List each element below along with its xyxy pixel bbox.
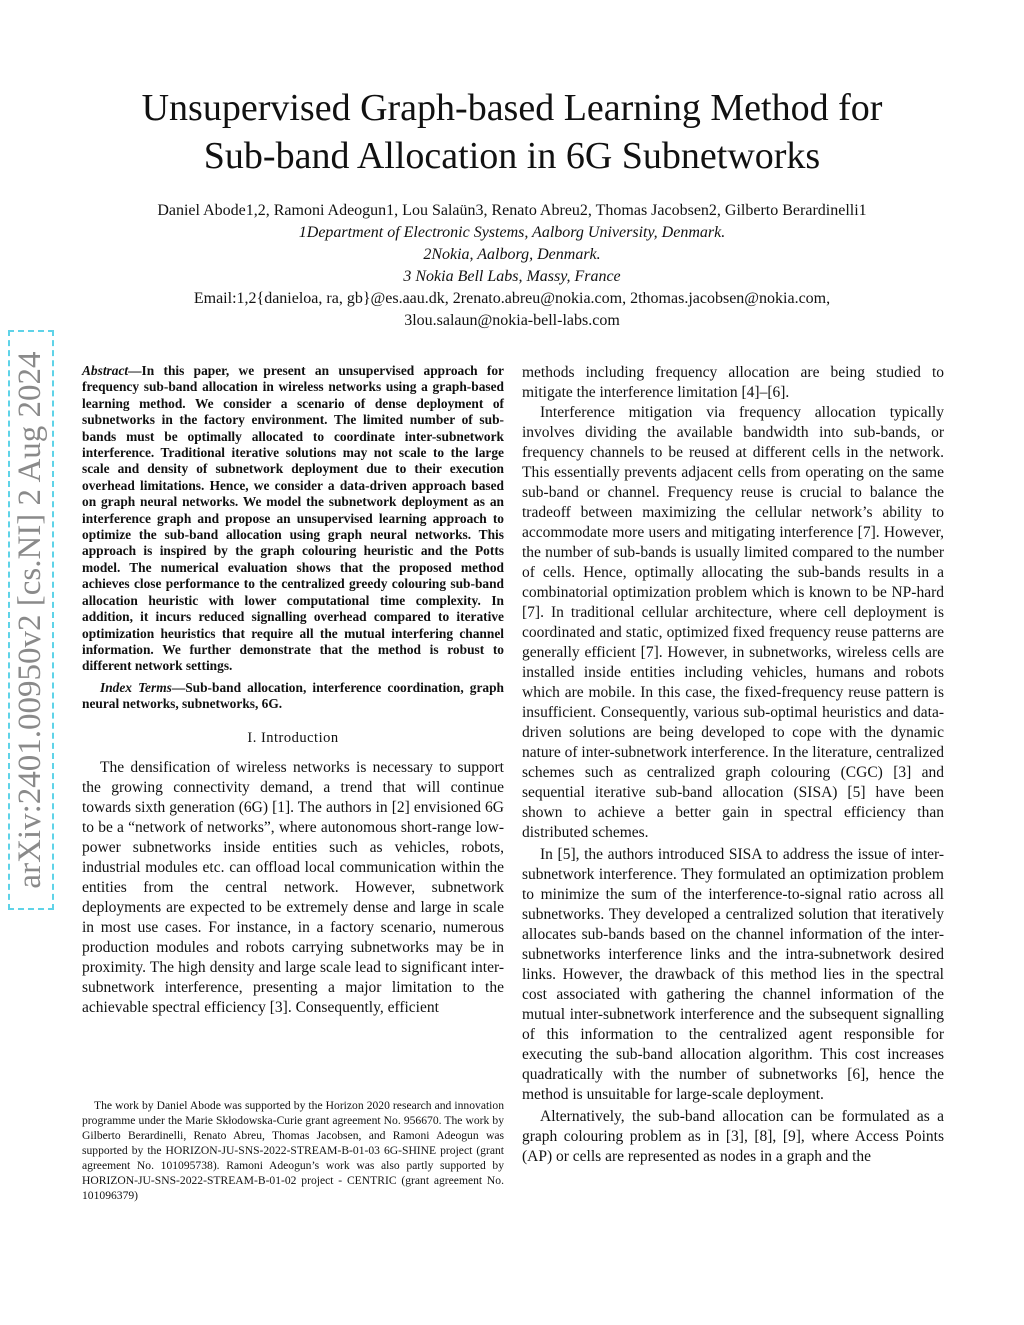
right-paragraph-2: In [5], the authors introduced SISA to address the issue of inter-subnetwork interference. They formulated an optimization problem to minimize the sum of the interference-to-signal ratio across all subnetworks. They developed a centralized solution that iteratively allocates sub-bands based on the channel information of the inter-subnetworks interference links and the intra-subnetwork desired links. However, the drawback of this method lies in the spectral cost associated with gathering the channel information of the mutual inter-subnetwork interference and the subsequent signalling of this information to the centralized agent responsible for executing the sub-band allocation algorithm. This cost increases quadratically with the number of subnetworks [6], hence the method is unsuitable for large-scale deployment. (522, 846, 944, 1103)
footnote-text: The work by Daniel Abode was supported by the Horizon 2020 research and innovation programme under the Marie Skłodowska-Curie grant agreement No. 956670. The work by Gilberto Berardinelli, Renato Abreu, Thomas Jacobsen, and Ramoni Adeogun was supported by the HORIZON-JU-SNS-2022-STREAM-B-01-03 6G-SHINE project (grant agreement No. 101095738). Ramoni Adeogun’s work was also partly supported by HORIZON-JU-SNS-2022-STREAM-B-01-02 project - CENTRIC (grant agreement No. 101096379) (82, 1099, 504, 1202)
abstract (82, 363, 504, 675)
email-line-1: Email:1,2{danieloa, ra, gb}@es.aau.dk, 2renato.abreu@nokia.com, 2thomas.jacobsen@nokia.com, (193, 290, 831, 307)
section-heading-introduction: I. Introduction (247, 729, 339, 746)
intro-paragraph-1: The densification of wireless networks is necessary to support the growing connectivity demand, a trend that will continue towards sixth generation (6G) [1]. The authors in [2] envisioned 6G to be a “network of networks”, where autonomous short-range low-power subnetworks inside entities such as vehicles, robots, industrial modules etc. can offload local communication within the entities from the central network. However, subnetwork deployments are expected to be extremely dense and large in scale in most use cases. For instance, in a factory scenario, numerous production modules and robots carrying subnetworks may be in proximity. The high density and large scale lead to significant inter-subnetwork interference, presenting a major limitation to the achievable spectral efficiency [3]. Consequently, efficient (82, 758, 504, 1016)
arxiv-identifier-stamp[interactable]: arXiv:2401.00950v2 [cs.NI] 2 Aug 2024 (8, 330, 54, 910)
affiliation-3: 3 Nokia Bell Labs, Massy, France (403, 268, 621, 285)
affiliation-1: 1Department of Electronic Systems, Aalborg University, Denmark. (298, 224, 726, 241)
title-line-1: Unsupervised Graph-based Learning Method for (141, 87, 883, 129)
title-line-2: Sub-band Allocation in 6G Subnetworks (203, 135, 821, 177)
abstract-text: —In this paper, we present an unsupervised approach for frequency sub-band allocation in wireless networks using a graph-based learning method. We consider a scenario of dense deployment of subnetworks in the factory environment. The limited number of sub-bands must be optimally allocated to coordinate inter-subnetwork interference. Traditional iterative solutions may not scale to the large scale and density of subnetwork deployment due to their execution overhead limitations. Hence, we consider a data-driven approach based on graph neural networks. We model the subnetwork deployment as an interference graph and propose an unsupervised learning approach to optimize the sub-band allocation using graph neural networks. This approach is inspired by the graph colouring heuristic and the Potts model. The numerical evaluation shows that the proposed method achieves close performance to the centralized greedy colouring sub-band allocation heuristic with lower computational time complexity. In addition, it incurs reduced signalling overhead compared to iterative optimization heuristics that require all the mutual interfering channel information. We further demonstrate that the method is robust to different network settings. (82, 363, 504, 674)
right-paragraph-3: Alternatively, the sub-band allocation can be formulated as a graph colouring problem as in [3], [8], [9], where Access Points (AP) or cells are represented as nodes in a graph and the (522, 1108, 944, 1165)
funding-footnote (82, 1098, 504, 1203)
abstract-label: Abstract (82, 363, 129, 378)
index-terms-label: Index Terms (100, 679, 172, 695)
author-block (40, 200, 984, 332)
email-line-2: 3lou.salaun@nokia-bell-labs.com (404, 312, 620, 329)
right-paragraph-0: methods including frequency allocation are being studied to mitigate the interference limitation [4]–[6]. (522, 364, 944, 401)
authors-line: Daniel Abode1,2, Ramoni Adeogun1, Lou Salaün3, Renato Abreu2, Thomas Jacobsen2, Gilberto Berardinelli1 (157, 202, 867, 219)
left-column (82, 363, 504, 1018)
index-terms-text: —Sub-band allocation, interference coordination, graph neural networks, subnetworks, 6G. (82, 679, 504, 712)
affiliation-2: 2Nokia, Aalborg, Denmark. (423, 246, 601, 263)
index-terms (82, 680, 504, 713)
right-paragraph-1: Interference mitigation via frequency allocation typically involves dividing the available bandwidth into sub-bands, or frequency channels to be reused at different cells in the network. This essentially prevents adjacent cells from operating on the same sub-band or channel. Frequency reuse is crucial to balance the tradeoff between maximizing the cellular network’s ability to accommodate more users and mitigating interference [7]. However, the number of sub-bands is usually limited compared to the number of cells. Hence, optimally allocating the sub-bands results in a combinatorial optimization problem which is known to be NP-hard [7]. In traditional cellular architecture, where cell deployment is coordinated and static, optimized fixed frequency reuse patterns are generally efficient [7]. However, in subnetworks, wireless cells are installed inside entities including vehicles, humans and robots which are mobile. In this case, the fixed-frequency reuse pattern is insufficient. Consequently, various sub-optimal heuristics and data-driven solutions are being developed to cope with the dynamic nature of inter-subnetwork interference. In the literature, centralized schemes such as centralized graph colouring (CGC) [3] and sequential iterative sub-band allocation (SISA) [5] have been shown to achieve a better gain in spectral efficiency than distributed schemes. (522, 404, 944, 841)
right-column (522, 363, 944, 1167)
paper-title (90, 84, 934, 180)
